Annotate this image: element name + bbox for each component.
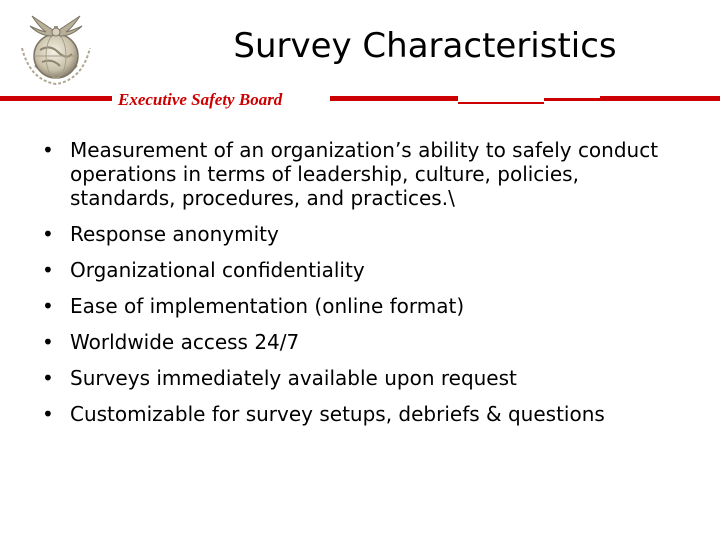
banner-bar-right-short bbox=[544, 98, 600, 101]
bullet-text: Worldwide access 24/7 bbox=[70, 330, 300, 354]
bullet-dot: • bbox=[42, 330, 54, 354]
eagle-globe-anchor-emblem-icon bbox=[10, 8, 102, 88]
list-item bbox=[42, 402, 682, 426]
list-item bbox=[42, 138, 682, 210]
bullet-text: Customizable for survey setups, debriefs & questions bbox=[70, 402, 605, 426]
bullet-dot: • bbox=[42, 222, 54, 246]
bullet-dot: • bbox=[42, 138, 54, 162]
bullet-text: Measurement of an organization’s ability to safely conduct operations in terms of leadership, culture, policies, standards, procedures, and practices.\ bbox=[70, 138, 659, 210]
banner-label: Executive Safety Board bbox=[112, 90, 288, 110]
banner-bar-right bbox=[600, 96, 720, 101]
list-item bbox=[42, 330, 682, 354]
bullet-text: Organizational confidentiality bbox=[70, 258, 365, 282]
list-item bbox=[42, 294, 682, 318]
banner-bar-left bbox=[0, 96, 112, 101]
list-item bbox=[42, 222, 682, 246]
bullet-dot: • bbox=[42, 366, 54, 390]
bullet-text: Ease of implementation (online format) bbox=[70, 294, 465, 318]
banner-thin-line bbox=[458, 102, 544, 104]
page-title: Survey Characteristics bbox=[233, 26, 617, 66]
list-item bbox=[42, 258, 682, 282]
bullet-dot: • bbox=[42, 294, 54, 318]
bullet-text: Response anonymity bbox=[70, 222, 279, 246]
bullet-dot: • bbox=[42, 402, 54, 426]
list-item bbox=[42, 366, 682, 390]
banner-bar-middle bbox=[330, 96, 458, 101]
bullet-text: Surveys immediately available upon request bbox=[70, 366, 517, 390]
bullet-list bbox=[42, 138, 682, 438]
banner-rule bbox=[0, 86, 720, 114]
bullet-dot: • bbox=[42, 258, 54, 282]
